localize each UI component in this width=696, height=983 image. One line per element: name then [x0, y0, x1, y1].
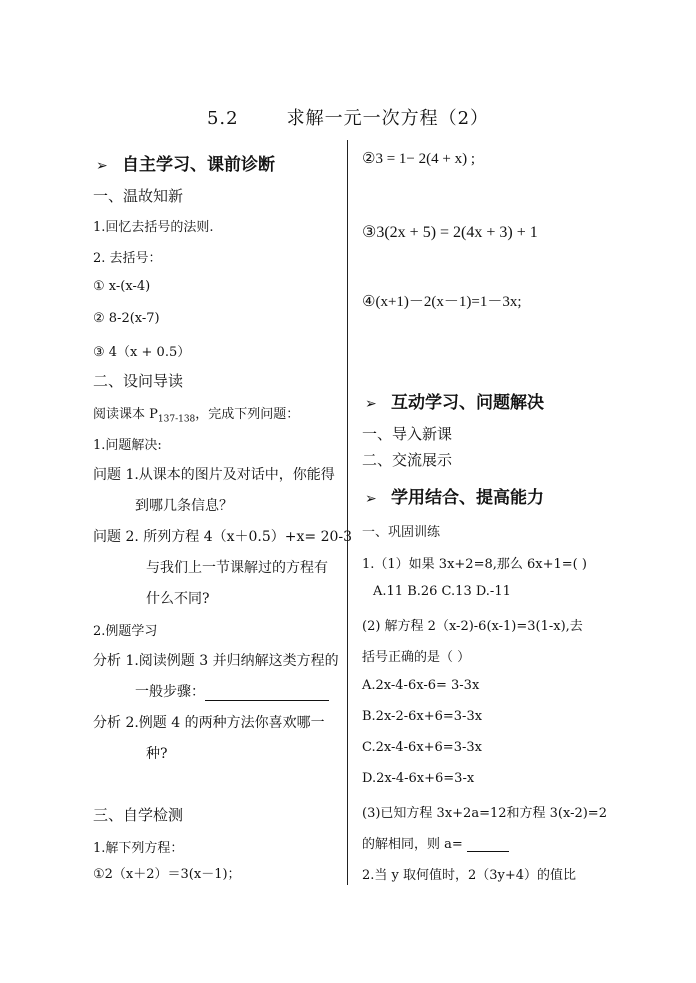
solve-instruction: 1.解下列方程： — [93, 841, 184, 856]
problem-solving-label: 1.问题解决: — [93, 438, 162, 453]
lesson-title: 求解一元一次方程（2） — [286, 108, 490, 129]
part-introduction: 一、导入新课 — [362, 425, 453, 443]
part-consolidation: 一、巩固训练 — [362, 525, 441, 540]
arrow-bullet-icon: ➢ — [96, 158, 108, 174]
analysis-2-line-1: 分析 2.例题 4 的两种方法你喜欢哪一 — [93, 715, 325, 731]
column-divider — [347, 140, 348, 885]
option-a: A.2x-4-6x-6= 3-3x — [362, 678, 480, 693]
part-self-check: 三、自学检测 — [93, 806, 184, 824]
question-1-line-1: 问题 1.从课本的图片及对话中，你能得 — [93, 467, 335, 483]
part-review: 一、温故知新 — [93, 187, 184, 205]
reading-instruction: 阅读课本 $P_{137-138}$，完成下列问题： — [93, 407, 300, 425]
part-guided-reading: 二、设问导读 — [93, 372, 184, 390]
exercise-3-line-2: 的解相同，则 a= — [362, 833, 509, 852]
exercise-1-options: A.11 B.26 C.13 D.-11 — [373, 584, 511, 599]
lesson-number: 5.2 — [206, 108, 239, 129]
question-2-line-3: 什么不同? — [146, 591, 210, 607]
arrow-bullet-icon: ➢ — [365, 396, 377, 412]
option-d: D.2x-4-6x+6=3-x — [362, 771, 475, 786]
analysis-1-line-2: 一般步骤： — [135, 681, 329, 701]
equation-4: ④(x+1)－2(x－1)=1－3x; — [362, 294, 522, 310]
arrow-bullet-icon: ➢ — [365, 491, 377, 507]
exercise-3-line-1: (3)已知方程 3x+2a=12和方程 3(x-2)=2 — [362, 806, 607, 821]
analysis-2-line-2: 种? — [146, 746, 168, 762]
expression-1: ① x-(x-4) — [93, 279, 151, 294]
equation-2: ②3 = 1− 2(4 + x) ; — [362, 151, 475, 167]
part-exchange: 二、交流展示 — [362, 451, 453, 469]
exercise-1: 1.（1）如果 3x+2=8,那么 6x+1=( ) — [362, 557, 587, 572]
question-2-line-2: 与我们上一节课解过的方程有 — [146, 560, 328, 576]
answer-blank — [467, 837, 509, 852]
analysis-1-line-1: 分析 1.阅读例题 3 并归纳解这类方程的 — [93, 653, 339, 669]
question-2-line-1: 问题 2. 所列方程 4（x＋0.5）+x= 20-3 — [93, 529, 353, 545]
expression-3: ③ 4（x + 0.5） — [93, 345, 191, 360]
example-study-label: 2.例题学习 — [93, 624, 158, 639]
section-heading-apply: ➢ 学用结合、提高能力 — [365, 488, 544, 508]
page-title — [0, 104, 696, 130]
section-heading-interactive: ➢ 互动学习、问题解决 — [365, 393, 544, 413]
expression-2: ② 8-2(x-7) — [93, 311, 160, 326]
answer-blank — [205, 686, 329, 701]
equation-3: ③3(2x + 5) = 2(4x + 3) + 1 — [362, 224, 538, 241]
question-1: 1.回忆去括号的法则. — [93, 220, 214, 235]
question-1-line-2: 到哪几条信息？ — [135, 498, 233, 514]
option-c: C.2x-4-6x+6=3-3x — [362, 740, 482, 755]
section-heading-self-study: ➢ 自主学习、课前诊断 — [96, 155, 275, 175]
option-b: B.2x-2-6x+6=3-3x — [362, 709, 483, 724]
exercise-2-line-2: 括号正确的是（ ） — [362, 650, 471, 665]
exercise-4: 2.当 y 取何值时，2（3y+4）的值比 — [362, 868, 577, 883]
exercise-2-line-1: (2) 解方程 2（x-2)-6(x-1)=3(1-x),去 — [362, 619, 583, 634]
equation-1: ①2（x＋2）＝3(x－1)； — [93, 867, 241, 882]
question-2: 2. 去括号： — [93, 251, 162, 266]
